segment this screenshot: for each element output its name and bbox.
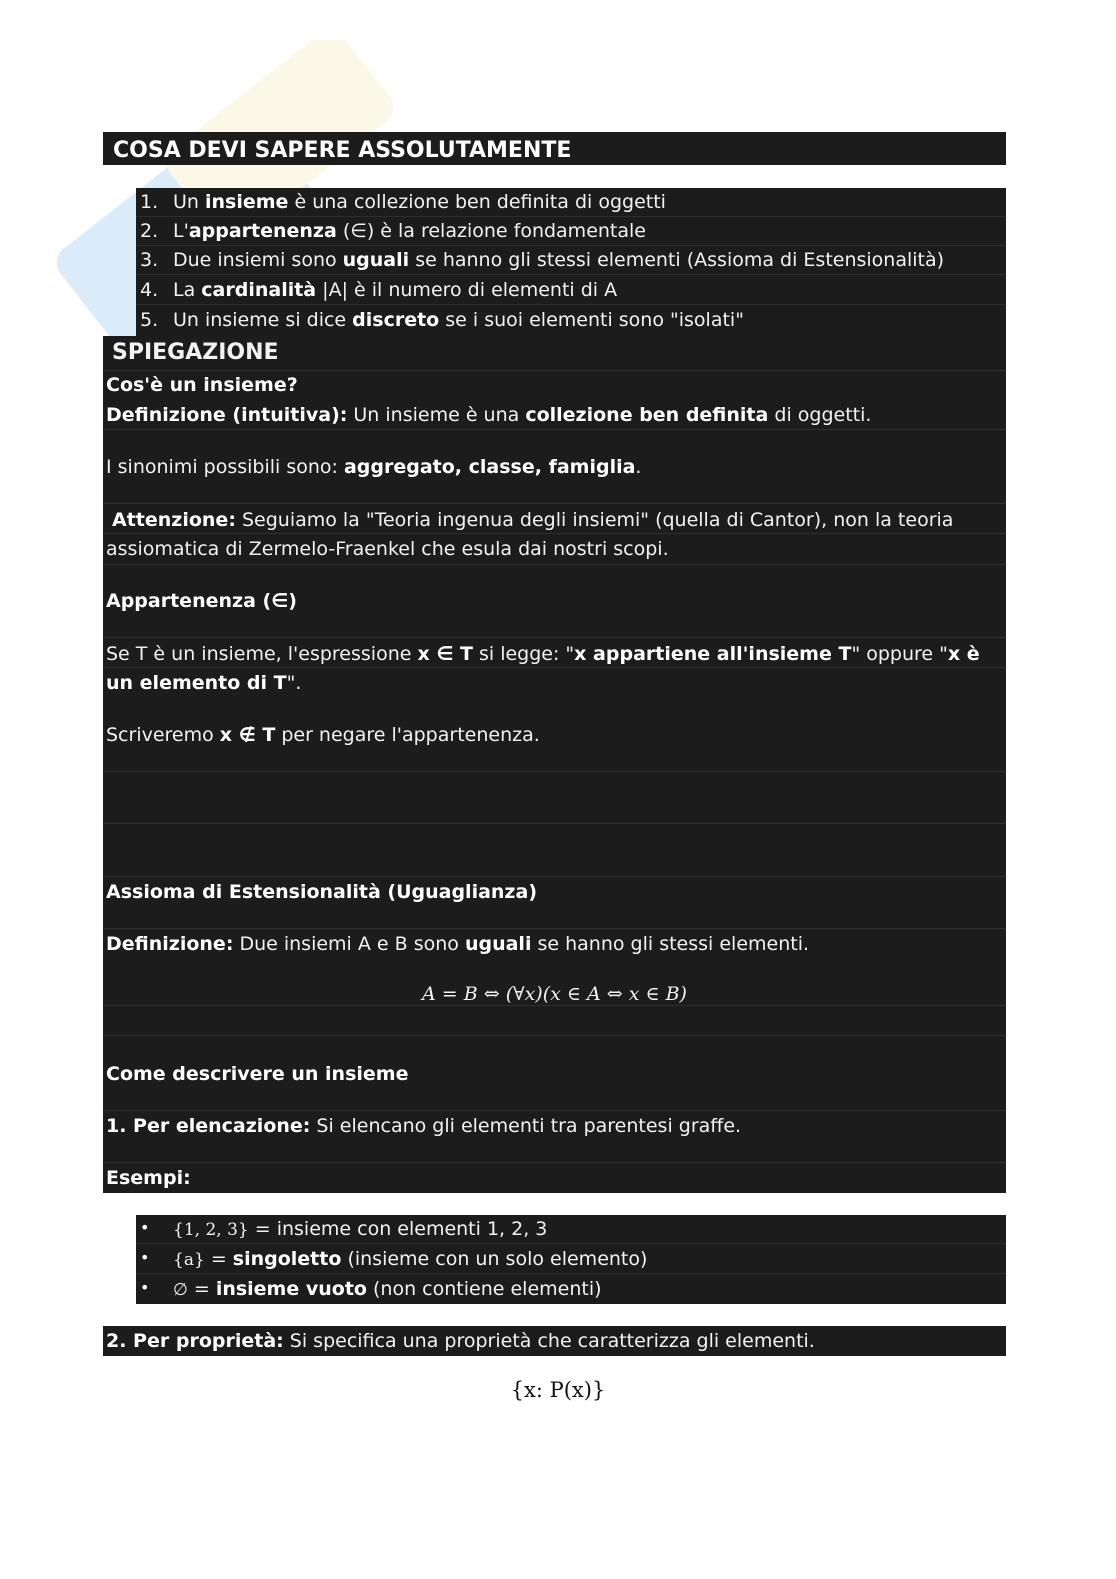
list-item: 1. Un insieme è una collezione ben definita di oggetti bbox=[136, 188, 1006, 217]
section-title: SPIEGAZIONE bbox=[112, 340, 279, 365]
list-item: 5. Un insieme si dice discreto se i suoi elementi sono "isolati" bbox=[140, 309, 744, 331]
examples-label: Esempi: bbox=[106, 1167, 191, 1189]
section-header: COSA DEVI SAPERE ASSOLUTAMENTE bbox=[103, 132, 1006, 165]
enumeration-text: 1. Per elencazione: Si elencano gli elementi tra parentesi graffe. bbox=[106, 1115, 742, 1137]
subheading: Assioma di Estensionalità (Uguaglianza) bbox=[106, 881, 537, 903]
spiegazione-section bbox=[103, 336, 1006, 1193]
list-item: • ∅ = insieme vuoto (non contiene elementi) bbox=[140, 1278, 602, 1300]
subheading: Appartenenza (∈) bbox=[106, 590, 297, 612]
list-item: • {a} = singoletto (insieme con un solo elemento) bbox=[136, 1245, 1006, 1274]
list-item: 4. La cardinalità |A| è il numero di elementi di A bbox=[136, 276, 1006, 305]
list-item: 3. Due insiemi sono uguali se hanno gli stessi elementi (Assioma di Estensionalità) bbox=[136, 246, 1006, 275]
list-item: • {1, 2, 3} = insieme con elementi 1, 2, 3 bbox=[136, 1215, 1006, 1244]
examples-list bbox=[136, 1215, 1006, 1304]
axiom-formula: A = B ⇔ (∀x)(x ∈ A ⇔ x ∈ B) bbox=[422, 983, 687, 1005]
synonyms-text: I sinonimi possibili sono: aggregato, classe, famiglia. bbox=[106, 456, 642, 478]
key-points-list bbox=[136, 188, 1006, 336]
list-item: 2. L'appartenenza (∈) è la relazione fondamentale bbox=[136, 217, 1006, 246]
set-builder-formula: {x: P(x)} bbox=[510, 1378, 606, 1402]
membership-text: Se T è un insieme, l'espressione x ∈ T si legge: "x appartiene all'insieme T" oppure "x è bbox=[106, 643, 980, 665]
subheading: Come descrivere un insieme bbox=[106, 1063, 409, 1085]
axiom-definition: Definizione: Due insiemi A e B sono uguali se hanno gli stessi elementi. bbox=[106, 933, 810, 955]
attention-note-cont: assiomatica di Zermelo-Fraenkel che esula dai nostri scopi. bbox=[106, 538, 669, 560]
negation-text: Scriveremo x ∉ T per negare l'appartenenza. bbox=[106, 724, 540, 746]
definition-text: Definizione (intuitiva): Un insieme è una collezione ben definita di oggetti. bbox=[106, 404, 872, 426]
property-description: 2. Per proprietà: Si specifica una proprietà che caratterizza gli elementi. bbox=[103, 1326, 1006, 1356]
membership-text-cont: un elemento di T". bbox=[106, 672, 302, 694]
subheading: Cos'è un insieme? bbox=[106, 374, 298, 396]
attention-note: Attenzione: Seguiamo la "Teoria ingenua degli insiemi" (quella di Cantor), non la teoria bbox=[112, 509, 954, 531]
